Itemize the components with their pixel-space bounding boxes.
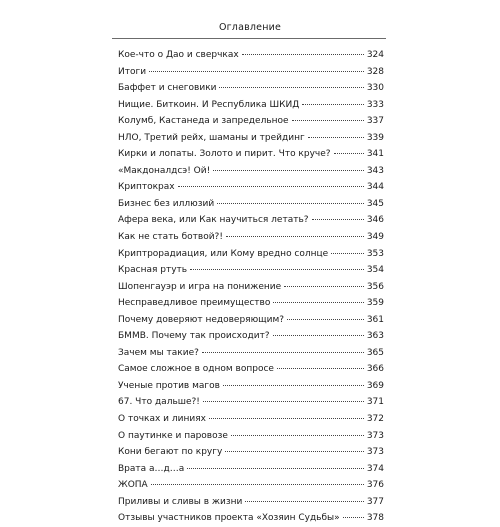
toc-entry-page-number: 353 [366, 248, 384, 259]
toc-entry [118, 461, 384, 478]
dot-leader [151, 484, 364, 485]
toc-entry-title: Бизнес без иллюзий [118, 198, 215, 209]
dot-leader [213, 170, 364, 171]
dot-leader [287, 319, 364, 320]
toc-entry-page-number: 361 [366, 314, 384, 325]
dot-leader [277, 368, 364, 369]
toc-entry [118, 80, 384, 97]
toc-entry-page-number: 376 [366, 480, 384, 491]
toc-entry [118, 428, 384, 445]
dot-leader [202, 352, 364, 353]
toc-entry-title: Несправедливое преимущество [118, 298, 271, 309]
toc-entry-title: Ученые против магов [118, 380, 220, 391]
toc-entry-page-number: 365 [366, 347, 384, 358]
toc-entry [118, 179, 384, 196]
toc-entry-title: Афера века, или Как научиться летать? [118, 215, 309, 226]
toc-entry-title: Колумб, Кастанеда и запредельное [118, 116, 289, 127]
toc-entry-title: О точках и линиях [118, 414, 206, 425]
toc-entry [118, 146, 384, 163]
toc-entry [118, 328, 384, 345]
toc-entry-page-number: 346 [366, 215, 384, 226]
toc-entry-title: НЛО, Третий рейх, шаманы и трейдинг [118, 132, 305, 143]
toc-entry [118, 246, 384, 263]
toc-entry-page-number: 369 [366, 380, 384, 391]
dot-leader [190, 269, 364, 270]
toc-entry [118, 196, 384, 213]
toc-entry-title: Приливы и сливы в жизни [118, 496, 243, 507]
toc-entry-page-number: 356 [366, 281, 384, 292]
toc-entry-page-number: 373 [366, 430, 384, 441]
toc-entry-page-number: 373 [366, 447, 384, 458]
toc-entry-title: БММВ. Почему так происходит? [118, 331, 270, 342]
dot-leader [343, 517, 364, 518]
toc-entry [118, 130, 384, 147]
toc-entry-title: Баффет и снеговики [118, 83, 217, 94]
toc-entry-title: Самое сложное в одном вопросе [118, 364, 274, 375]
dot-leader [242, 54, 364, 55]
dot-leader [219, 87, 363, 88]
dot-leader [245, 501, 363, 502]
page-title: Оглавление [218, 22, 282, 33]
dot-leader [292, 120, 364, 121]
dot-leader [203, 401, 364, 402]
table-of-contents [118, 47, 384, 527]
toc-entry-page-number: 333 [366, 99, 384, 110]
header-rule [112, 38, 386, 39]
toc-entry-page-number: 359 [366, 298, 384, 309]
toc-entry [118, 444, 384, 461]
dot-leader [302, 104, 363, 105]
toc-entry-page-number: 363 [366, 331, 384, 342]
toc-entry-page-number: 366 [366, 364, 384, 375]
toc-entry [118, 494, 384, 511]
toc-entry-page-number: 339 [366, 132, 384, 143]
toc-entry-title: Кони бегают по кругу [118, 447, 223, 458]
toc-entry [118, 510, 384, 527]
toc-entry-title: ЖОПА [118, 480, 148, 491]
toc-entry-title: Отзывы участников проекта «Хозяин Судьбы» [118, 513, 340, 524]
toc-entry [118, 345, 384, 362]
dot-leader [187, 468, 364, 469]
dot-leader [226, 236, 364, 237]
toc-entry-title: Кое-что о Дао и сверчках [118, 50, 239, 60]
dot-leader [149, 71, 364, 72]
toc-entry-title: Нищие. Биткоин. И Республика ШКИД [118, 99, 300, 110]
toc-entry [118, 361, 384, 378]
toc-entry-page-number: 377 [366, 496, 384, 507]
toc-entry-page-number: 324 [366, 50, 384, 60]
toc-entry-page-number: 343 [366, 165, 384, 176]
dot-leader [331, 253, 364, 254]
toc-entry [118, 47, 384, 64]
toc-entry-page-number: 371 [366, 397, 384, 408]
toc-entry-title: 67. Что дальше?! [118, 397, 200, 408]
toc-entry-title: Как не стать ботвой?! [118, 232, 223, 243]
toc-entry-page-number: 344 [366, 182, 384, 193]
toc-entry-page-number: 372 [366, 414, 384, 425]
dot-leader [334, 153, 364, 154]
dot-leader [231, 435, 364, 436]
toc-entry-title: Зачем мы такие? [118, 347, 199, 358]
toc-entry [118, 97, 384, 114]
toc-entry [118, 212, 384, 229]
toc-entry-page-number: 337 [366, 116, 384, 127]
toc-entry [118, 295, 384, 312]
toc-entry [118, 411, 384, 428]
toc-entry [118, 113, 384, 130]
toc-entry-title: «Макдоналдсэ! Ой! [118, 165, 211, 176]
toc-entry-title: Криптокрах [118, 182, 175, 193]
toc-entry-page-number: 378 [366, 513, 384, 524]
toc-entry [118, 394, 384, 411]
toc-entry-title: Кирки и лопаты. Золото и пирит. Что круче? [118, 149, 331, 160]
toc-entry [118, 229, 384, 246]
toc-entry [118, 378, 384, 395]
toc-entry-title: Шопенгауэр и игра на понижение [118, 281, 282, 292]
toc-entry-page-number: 330 [366, 83, 384, 94]
dot-leader [273, 335, 364, 336]
dot-leader [312, 219, 364, 220]
toc-entry-title: Криптрорадиация, или Кому вредно солнце [118, 248, 329, 259]
dot-leader [273, 302, 363, 303]
toc-entry-title: Итоги [118, 66, 147, 77]
toc-entry [118, 279, 384, 296]
dot-leader [178, 186, 364, 187]
toc-entry-title: О паутинке и паровозе [118, 430, 228, 441]
toc-entry-page-number: 374 [366, 463, 384, 474]
toc-entry [118, 312, 384, 329]
toc-entry-page-number: 349 [366, 232, 384, 243]
toc-entry [118, 163, 384, 180]
toc-entry-page-number: 341 [366, 149, 384, 160]
toc-entry-title: Почему доверяют недоверяющим? [118, 314, 285, 325]
toc-entry-title: Красная ртуть [118, 265, 188, 276]
dot-leader [308, 137, 364, 138]
toc-entry [118, 262, 384, 279]
toc-entry-page-number: 354 [366, 265, 384, 276]
dot-leader [217, 203, 364, 204]
dot-leader [223, 385, 364, 386]
toc-entry [118, 64, 384, 81]
toc-entry-page-number: 328 [366, 66, 384, 77]
toc-entry [118, 477, 384, 494]
dot-leader [284, 286, 364, 287]
toc-entry-page-number: 345 [366, 198, 384, 209]
dot-leader [209, 418, 364, 419]
dot-leader [225, 451, 364, 452]
toc-entry-title: Врата а…д…а [118, 463, 185, 474]
